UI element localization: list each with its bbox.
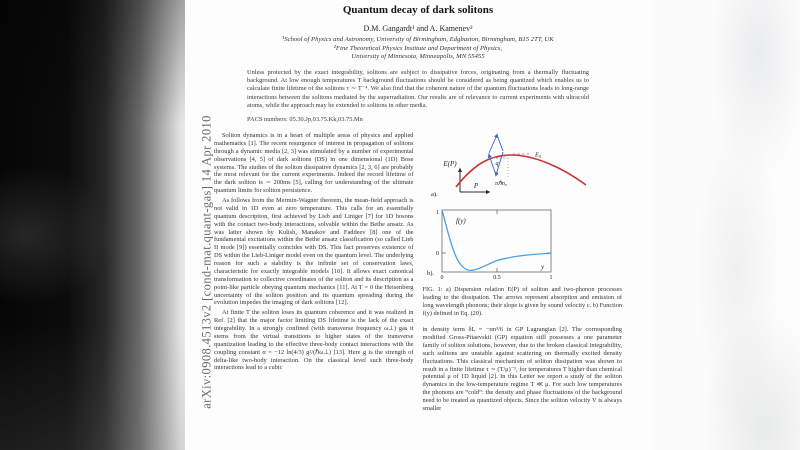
paper-page xyxy=(185,0,651,450)
panel-b-xlabel: y xyxy=(540,263,544,272)
background-vignette-left xyxy=(0,0,200,450)
panel-a-label: a). xyxy=(430,191,438,199)
paper-title: Quantum decay of dark solitons xyxy=(342,4,494,16)
body-paragraph: Soliton dynamics is in a heart of multiple areas of physics and applied mathematics [1]. The recent resurgence of interest in propagation of solitons through a dynamic media [2, 3] was stimulated by a number of experimental observations [4, 5] of dark solitons (DS) in one dimensional (1D) Bose systems. The studies of the soliton dissipative dynamics [2, 3, 6] are probably the most relevant for the current experiments. Indeed the record lifetime of the dark soliton is ∼ 200ms [5], calling for understanding of the ultimate quantum limits for soliton persistence. xyxy=(214,132,414,195)
paper-affiliations xyxy=(185,36,651,62)
pacs-numbers: PACS numbers: 05.30.Jp,03.75.Kk,03.75.Mn xyxy=(247,116,363,124)
two-column-body xyxy=(185,132,651,415)
body-paragraph: At finite T the soliton loses its quantum coherence and it was realized in Ref. [2] that the major factor limiting DS lifetime is the lack of the exact integrability. In a strongly confined (with transverse frequency ω⊥) gas it stems from the virtual transitions to higher states of the transverse quantization leading to the effective three-body contact interactions with the coupling constant α = −12 ln(4/3) g²/(ℏω⊥) [13]. Here g is the strength of delta-like two-body interaction. On the classical level such three-body interactions lead to a cubic xyxy=(214,309,414,372)
panel-b-xtick-05: 0.5 xyxy=(492,275,501,282)
figure-panel-a-dispersion xyxy=(423,132,623,206)
panel-a-ylabel: E(P) xyxy=(442,160,457,169)
affiliation-line-3: University of Minnesota, Minneapolis, MN 55455 xyxy=(351,53,485,61)
figure-caption: FIG. 1: a) Dispersion relation E(P) of soliton and two-phonon processes leading to the dissipation. The arrows represent absorption and emission of long wavelength phonons; their slope is given by sound velocity c. b) Function f(y) defined in Eq. (20). xyxy=(422,286,622,318)
left-column xyxy=(214,132,414,415)
affiliation-line-2: ²Fine Theoretical Physics Institute and Department of Physics, xyxy=(333,44,503,52)
body-paragraph: in density term δL = −αn³/6 in GP Lagrangian [2]. The corresponding modified Gross-Pitaevskii (GP) equation still possesses a one parameter family of soliton solutions, however, due to the broken classical integrability, such solitons are unstable against scattering on thermally excited density fluctuations. This classical mechanism of soliton dissipation was shown to result in a finite lifetime τ ∼ (T/μ)⁻¹, for temperatures T higher than chemical potential μ of 1D liquid [2]. In this Letter we report a study of the soliton dynamics in the low-temperature regime T ≪ μ. For such low temperatures the phonons are “cold”: the density and phase fluctuations of the background need to be treated as quantized objects. Since the soliton velocity V is always smaller xyxy=(422,326,622,412)
arxiv-sidebar-stamp: arXiv:0908.4513v2 [cond-mat.quant-gas] 14 Apr 2010 xyxy=(199,115,214,409)
right-column xyxy=(423,132,623,415)
figure-panel-b-fy-plot xyxy=(423,206,623,282)
affiliation-line-1: ¹School of Physics and Astronomy, University of Birmingham, Edgbaston, Birmingham, B15 2TT, UK xyxy=(282,36,554,43)
panel-a-xlabel: P xyxy=(473,182,478,191)
paper-header xyxy=(185,0,651,123)
panel-b-label: b). xyxy=(426,270,434,278)
panel-b-ytick-1: 1 xyxy=(435,210,439,217)
fy-function-label: f(y) xyxy=(455,217,466,226)
q-label: q xyxy=(495,161,498,168)
panel-b-xtick-0: 0 xyxy=(440,275,443,282)
figure-1 xyxy=(423,132,623,282)
panel-b-ytick-0: 0 xyxy=(435,251,439,258)
panel-b-xtick-1: 1 xyxy=(549,275,552,282)
momentum-label: πℏn₀ xyxy=(494,181,507,188)
energy-label: E₀ xyxy=(534,151,541,159)
paper-abstract: Unless protected by the exact integrability, solitons are subject to dissipative forces, originating from a thermally fluctuating background. At low enough temperatures T background fluctuations should be considered as being quantized which enables us to calculate finite lifetime of the solitons τ ∼ T⁻⁴. We also find that the coherent nature of the quantum fluctuations leads to long-range interactions between the solitons mediated by the superradiation. Our results are of relevance to current experiments with ultracold atoms, while the approach may be extended to solitons in other media. xyxy=(247,69,589,109)
background-vignette-right xyxy=(660,0,800,450)
paper-authors: D.M. Gangardt¹ and A. Kamenev² xyxy=(363,24,473,33)
body-paragraph: As follows from the Mermin-Wagner theorem, the mean-field approach is not valid in 1D even at zero temperature. This calls for an essentially quantum description, first achieved by Lieb and Liniger [7] for 1D bosons with the contact two-body interactions, solvable within the Bethe ansatz. As was latter shown by Kulish, Manakov and Faddeev [8] one of the fundamental excitations within the Bethe ansatz classification (so called Lieb II mode [9]) essentially coincides with DS. This fact preserves existence of DS within the Lieb-Liniger model even on the quantum level. The underlying reason for such a stability is the infinite set of conservation laws, characteristic for exactly integrable models [10]. It allows exact canonical transformation to collective coordinates of the soliton and its description as a point-like particle obeying quantum mechanics [11]. At T = 0 the Heisenberg uncertainty of the soliton position and its quantum spreading during the evolution impedes the imaging of dark solitons [12]. xyxy=(214,197,414,307)
